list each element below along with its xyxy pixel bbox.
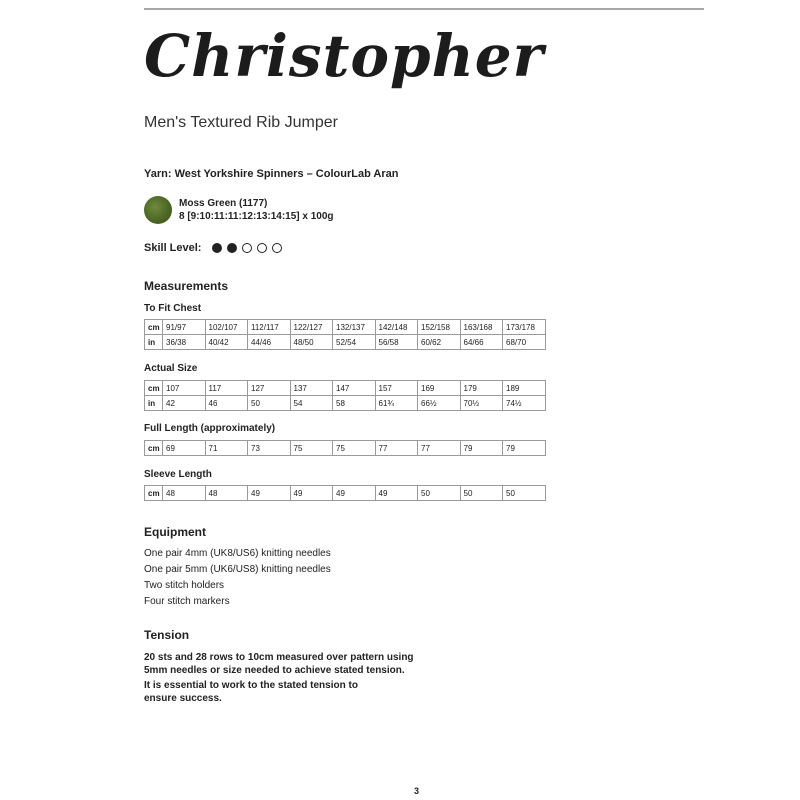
table-row [145, 320, 546, 335]
value-cell: 50 [248, 396, 291, 411]
pattern-title: Christopher [144, 22, 545, 90]
skill-dot-empty-icon [272, 243, 282, 253]
pattern-subtitle: Men's Textured Rib Jumper [144, 114, 338, 131]
value-cell: 75 [290, 441, 333, 456]
value-cell: 50 [418, 486, 461, 501]
value-cell: 75 [333, 441, 376, 456]
actual-size-label: Actual Size [144, 363, 198, 374]
yarn-quantity: 8 [9:10:11:11:12:13:14:15] x 100g [179, 211, 334, 222]
value-cell: 52/54 [333, 335, 376, 350]
value-cell: 58 [333, 396, 376, 411]
value-cell: 147 [333, 381, 376, 396]
value-cell: 117 [205, 381, 248, 396]
tension-line: ensure success. [144, 693, 222, 704]
value-cell: 91/97 [163, 320, 206, 335]
value-cell: 36/38 [163, 335, 206, 350]
unit-cell: cm [145, 320, 163, 335]
equipment-item: One pair 5mm (UK6/US8) knitting needles [144, 564, 331, 575]
value-cell: 127 [248, 381, 291, 396]
value-cell: 49 [333, 486, 376, 501]
value-cell: 70½ [460, 396, 503, 411]
table-row [145, 381, 546, 396]
value-cell: 48 [163, 486, 206, 501]
to-fit-chest-label: To Fit Chest [144, 303, 202, 314]
value-cell: 40/42 [205, 335, 248, 350]
yarn-swatch-image [144, 196, 172, 224]
value-cell: 74½ [503, 396, 546, 411]
value-cell: 142/148 [375, 320, 418, 335]
tension-line: It is essential to work to the stated tension to [144, 680, 358, 691]
value-cell: 49 [375, 486, 418, 501]
value-cell: 73 [248, 441, 291, 456]
equipment-item: Four stitch markers [144, 596, 230, 607]
unit-cell: in [145, 396, 163, 411]
equipment-heading: Equipment [144, 525, 206, 539]
value-cell: 79 [503, 441, 546, 456]
full-length-table [144, 440, 546, 456]
value-cell: 137 [290, 381, 333, 396]
unit-cell: cm [145, 381, 163, 396]
skill-dot-filled-icon [212, 243, 222, 253]
value-cell: 189 [503, 381, 546, 396]
value-cell: 169 [418, 381, 461, 396]
table-row [145, 486, 546, 501]
equipment-item: One pair 4mm (UK8/US6) knitting needles [144, 548, 331, 559]
value-cell: 42 [163, 396, 206, 411]
skill-dot-empty-icon [257, 243, 267, 253]
value-cell: 44/46 [248, 335, 291, 350]
value-cell: 77 [418, 441, 461, 456]
unit-cell: in [145, 335, 163, 350]
value-cell: 122/127 [290, 320, 333, 335]
value-cell: 102/107 [205, 320, 248, 335]
actual-size-table [144, 380, 546, 411]
skill-level [144, 241, 282, 255]
skill-dot-empty-icon [242, 243, 252, 253]
top-rule [144, 8, 704, 10]
value-cell: 71 [205, 441, 248, 456]
skill-dot-filled-icon [227, 243, 237, 253]
value-cell: 60/62 [418, 335, 461, 350]
page-number: 3 [414, 786, 420, 796]
value-cell: 56/58 [375, 335, 418, 350]
value-cell: 132/137 [333, 320, 376, 335]
value-cell: 173/178 [503, 320, 546, 335]
sleeve-length-table [144, 485, 546, 501]
table-row [145, 335, 546, 350]
value-cell: 54 [290, 396, 333, 411]
value-cell: 64/66 [460, 335, 503, 350]
value-cell: 61¾ [375, 396, 418, 411]
value-cell: 48 [205, 486, 248, 501]
value-cell: 163/168 [460, 320, 503, 335]
sleeve-length-label: Sleeve Length [144, 469, 212, 480]
value-cell: 48/50 [290, 335, 333, 350]
value-cell: 77 [375, 441, 418, 456]
value-cell: 107 [163, 381, 206, 396]
unit-cell: cm [145, 441, 163, 456]
value-cell: 69 [163, 441, 206, 456]
tension-line: 5mm needles or size needed to achieve stated tension. [144, 665, 405, 676]
value-cell: 157 [375, 381, 418, 396]
to-fit-chest-table [144, 319, 546, 350]
skill-level-label: Skill Level: [144, 242, 202, 254]
value-cell: 66½ [418, 396, 461, 411]
value-cell: 152/158 [418, 320, 461, 335]
table-row [145, 441, 546, 456]
value-cell: 50 [503, 486, 546, 501]
value-cell: 50 [460, 486, 503, 501]
yarn-colour-name: Moss Green (1177) [179, 198, 268, 209]
measurements-heading: Measurements [144, 279, 229, 293]
unit-cell: cm [145, 486, 163, 501]
equipment-item: Two stitch holders [144, 580, 225, 591]
value-cell: 46 [205, 396, 248, 411]
value-cell: 179 [460, 381, 503, 396]
yarn-heading: Yarn: West Yorkshire Spinners – ColourLab Aran [144, 168, 399, 180]
value-cell: 79 [460, 441, 503, 456]
full-length-label: Full Length (approximately) [144, 423, 276, 434]
value-cell: 49 [248, 486, 291, 501]
value-cell: 49 [290, 486, 333, 501]
value-cell: 68/70 [503, 335, 546, 350]
skill-level-dots [207, 243, 282, 253]
tension-line: 20 sts and 28 rows to 10cm measured over pattern using [144, 652, 414, 663]
table-row [145, 396, 546, 411]
tension-heading: Tension [144, 628, 190, 642]
value-cell: 112/117 [248, 320, 291, 335]
